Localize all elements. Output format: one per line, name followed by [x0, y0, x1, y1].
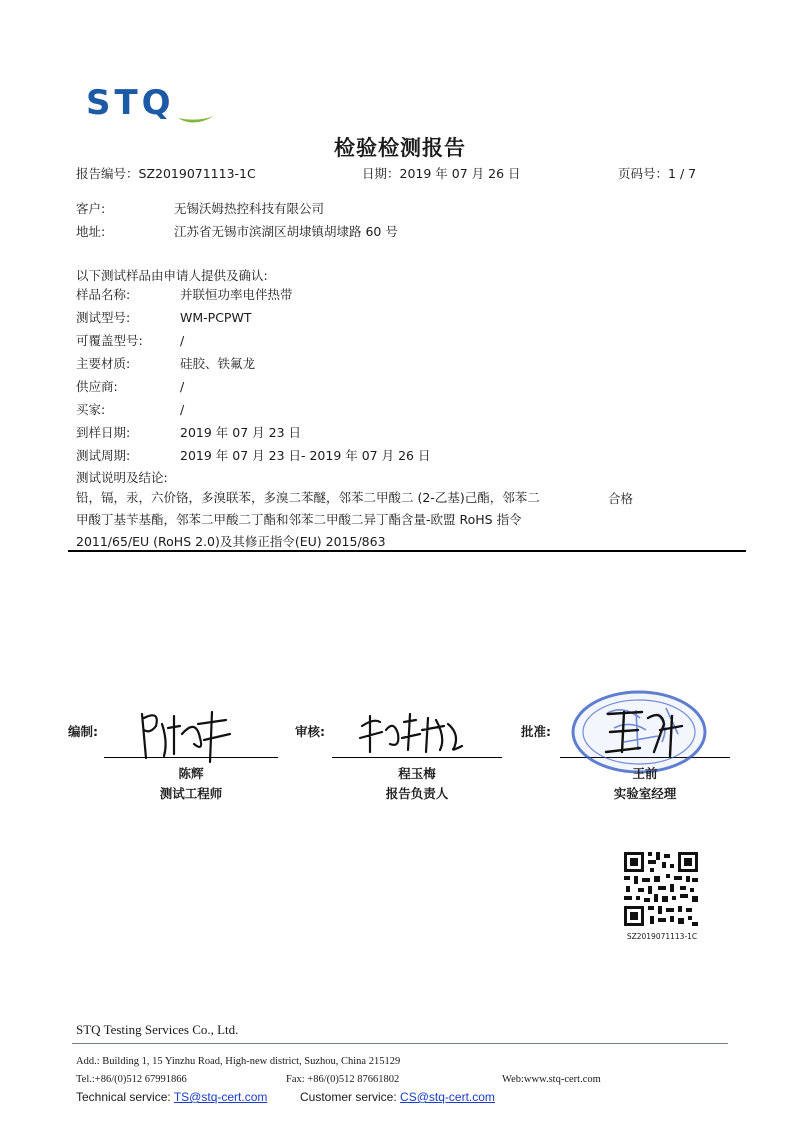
sample-row [76, 421, 576, 444]
report-date-value: 2019 年 07 月 26 日 [399, 166, 521, 181]
reviewed-by-title: 报告负责人 [385, 786, 449, 801]
footer-web: Web:www.stq-cert.com [502, 1074, 601, 1085]
prepared-signature-icon [134, 704, 244, 764]
report-number-label: 报告编号： [76, 166, 139, 181]
sample-row [76, 375, 576, 398]
sample-row-label: 主要材质: [76, 356, 131, 371]
page-number [618, 164, 696, 182]
technical-service [76, 1090, 267, 1104]
approved-by-label: 批准: [521, 724, 551, 739]
technical-service-email-link[interactable]: TS@stq-cert.com [173, 1090, 268, 1104]
sample-row-value: / [180, 379, 185, 394]
conclusion-text [76, 487, 696, 553]
sample-intro: 以下测试样品由申请人提供及确认: [76, 268, 268, 283]
sample-row [76, 444, 576, 467]
address-value: 江苏省无锡市滨湖区胡埭镇胡埭路 60 号 [174, 224, 398, 239]
sample-row [76, 329, 576, 352]
company-logo [86, 84, 218, 126]
customer-label: 客户: [76, 201, 106, 216]
prepared-by-title: 测试工程师 [159, 786, 223, 801]
customer-service [300, 1090, 495, 1104]
sample-row-value: / [180, 333, 185, 348]
sample-row-value: 并联恒功率电伴热带 [180, 287, 293, 302]
conclusion-line: 2011/65/EU (RoHS 2.0)及其修正指令(EU) 2015/863 [76, 534, 386, 549]
sample-row-value: 2019 年 07 月 23 日 [180, 425, 301, 440]
address-label: 地址: [76, 224, 106, 239]
sample-row-label: 供应商: [76, 379, 118, 394]
report-date-label: 日期： [362, 166, 400, 181]
footer-address: Add.: Building 1, 15 Yinzhu Road, High-new district, Suzhou, China 215129 [76, 1056, 401, 1067]
sample-row-value: 2019 年 07 月 23 日- 2019 年 07 月 26 日 [180, 448, 431, 463]
footer-divider [72, 1043, 728, 1044]
approved-by-title: 实验室经理 [613, 786, 677, 801]
conclusion-line: 甲酸丁基苄基酯，邻苯二甲酸二丁酯和邻苯二甲酸二异丁酯含量-欧盟 RoHS 指令 [76, 512, 522, 527]
conclusion-result: 合格 [608, 491, 634, 506]
reviewed-signature-icon [356, 708, 476, 758]
footer-tel: Tel.:+86/(0)512 67991866 [76, 1074, 187, 1085]
sample-row-label: 测试型号: [76, 310, 131, 325]
reviewed-by-label: 审核: [295, 724, 325, 739]
logo-swoosh-icon [178, 116, 214, 123]
sample-row [76, 306, 576, 329]
page-number-label: 页码号： [618, 166, 669, 181]
report-number-value: SZ2019071113-1C [138, 166, 256, 181]
sample-row-value: WM-PCPWT [180, 310, 252, 325]
customer-service-email-link[interactable]: CS@stq-cert.com [400, 1090, 495, 1104]
sample-row-label: 买家: [76, 402, 106, 417]
technical-service-label: Technical service: [76, 1090, 171, 1104]
approved-signature-icon [602, 704, 688, 758]
sample-row-label: 到样日期: [76, 425, 131, 440]
conclusion-line: 铅，镉，汞，六价铬，多溴联苯，多溴二苯醚，邻苯二甲酸二 (2-乙基)己酯，邻苯二 [76, 490, 540, 505]
report-number [76, 164, 256, 182]
qr-caption: SZ2019071113-1C [626, 932, 698, 941]
sample-row-label: 样品名称: [76, 287, 131, 302]
conclusion-label: 测试说明及结论: [76, 470, 168, 485]
sample-row [76, 283, 576, 306]
approved-by-name: 王前 [632, 766, 658, 781]
prepared-by-label: 编制: [68, 724, 98, 739]
sample-row-value: 硅胶、铁氟龙 [180, 356, 256, 371]
section-divider [68, 550, 746, 552]
qr-code-icon [622, 850, 700, 928]
sample-row [76, 398, 576, 421]
report-date [362, 164, 521, 182]
prepared-by-name: 陈辉 [178, 766, 204, 781]
logo-text: STQ [86, 84, 175, 123]
customer-value: 无锡沃姆热控科技有限公司 [174, 201, 325, 216]
sample-row [76, 352, 576, 375]
page-number-value: 1 / 7 [668, 166, 697, 181]
footer-company: STQ Testing Services Co., Ltd. [76, 1022, 239, 1037]
footer-fax: Fax: +86/(0)512 87661802 [286, 1074, 400, 1085]
customer-service-label: Customer service: [300, 1090, 397, 1104]
sample-row-value: / [180, 402, 185, 417]
sample-table [76, 283, 576, 467]
report-title: 检验检测报告 [334, 136, 466, 160]
sample-row-label: 测试周期: [76, 448, 131, 463]
reviewed-by-name: 程玉梅 [398, 766, 436, 781]
sample-row-label: 可覆盖型号: [76, 333, 143, 348]
